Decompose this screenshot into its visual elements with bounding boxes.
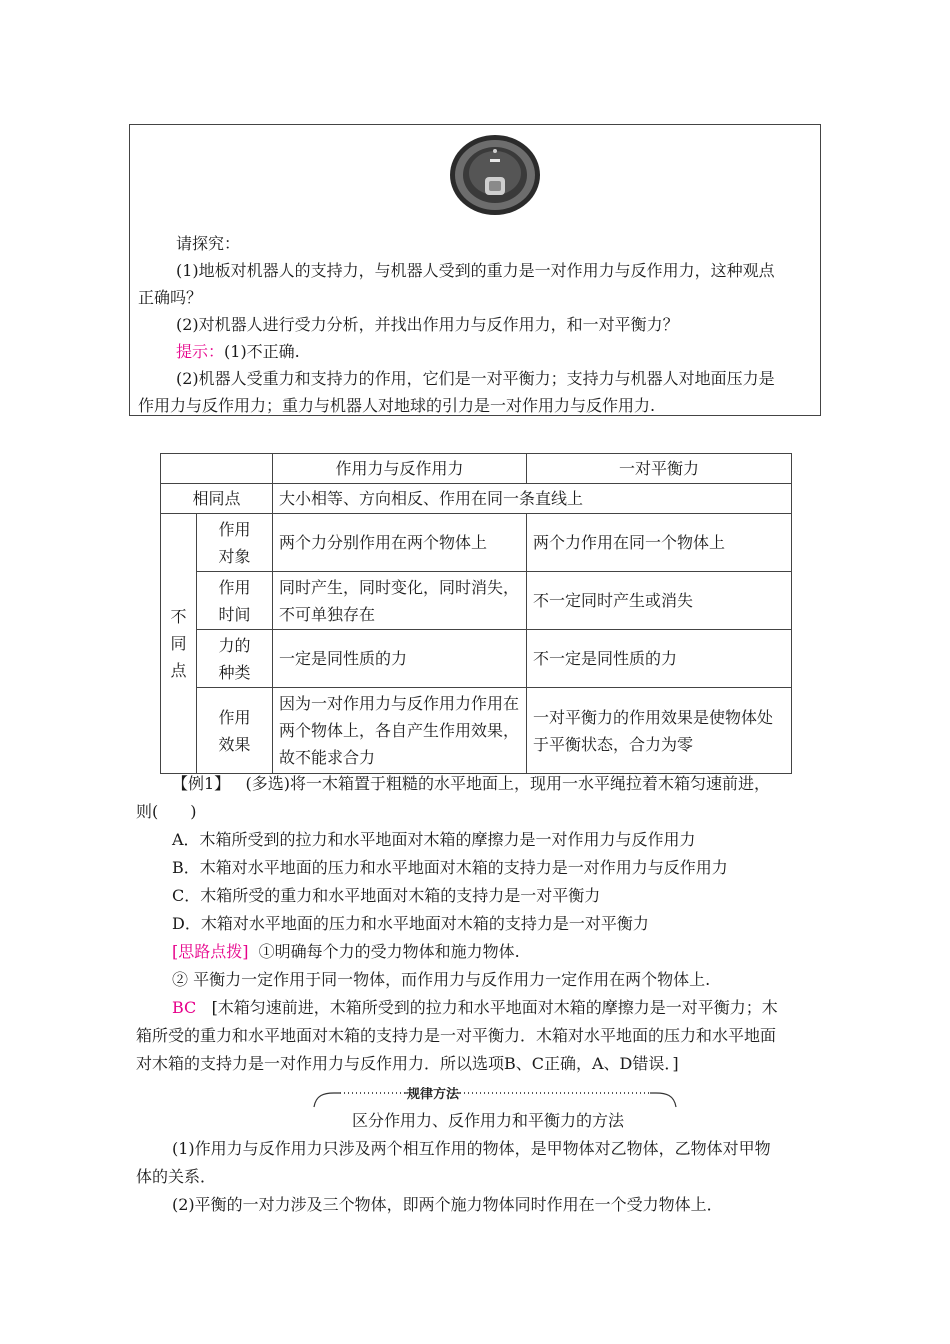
explore-heading: 请探究： [176,234,241,253]
cell-action-reaction: 一定是同性质的力 [273,630,527,688]
cell-balanced: 不一定同时产生或消失 [527,572,792,630]
answer-2-line-1: (2)机器人受重力和支持力的作用，它们是一对平衡力；支持力与机器人对地面压力是 [176,369,775,388]
method-p2: (2)平衡的一对力涉及三个物体，即两个施力物体同时作用在一个受力物体上． [172,1195,723,1214]
difference-label: 不 同 点 [161,514,197,774]
comparison-table [160,453,792,774]
question-2: (2)对机器人进行受力分析，并找出作用力与反作用力，和一对平衡力？ [176,315,679,334]
hint-line [176,341,300,363]
hint-label: 提示： [176,342,225,361]
table-row [161,572,792,630]
aspect-kind: 力的 种类 [197,630,273,688]
table-row [161,688,792,774]
aspect-target: 作用 对象 [197,514,273,572]
example-label: 【例1】 [172,774,231,793]
aspect-effect: 作用 效果 [197,688,273,774]
robot-vacuum-image [448,133,542,217]
answer-label: BC [172,998,197,1017]
cell-balanced: 两个力作用在同一个物体上 [527,514,792,572]
option-b: B．木箱对水平地面的压力和水平地面对木箱的支持力是一对作用力与反作用力 [172,858,728,877]
header-balanced-forces: 一对平衡力 [527,454,792,484]
table-row [161,630,792,688]
solution-line-3: 对木箱的支持力是一对作用力与反作用力．所以选项B、C正确，A、D错误．] [136,1054,679,1073]
option-a: A．木箱所受到的拉力和水平地面对木箱的摩擦力是一对作用力与反作用力 [172,830,696,849]
tip-line-2: ② 平衡力一定作用于同一物体，而作用力与反作用力一定作用在两个物体上. [172,970,711,989]
question-1-line-1: (1)地板对机器人的支持力，与机器人受到的重力是一对作用力与反作用力，这种观点 [176,261,775,280]
method-banner [310,1087,680,1109]
method-banner-label: 规律方法 [406,1087,460,1102]
tip-line-1: [思路点拨] ①明确每个力的受力物体和施力物体. [172,942,520,961]
same-label: 相同点 [161,484,273,514]
option-d: D．木箱对水平地面的压力和水平地面对木箱的支持力是一对平衡力 [172,914,649,933]
explore-box [129,124,821,416]
question-1-line-2: 正确吗？ [138,288,203,307]
table-corner-cell [161,454,273,484]
example-stem-line-1: 【例1】 (多选)将一木箱置于粗糙的水平地面上，现用一水平绳拉着木箱匀速前进， [172,774,770,793]
solution-line-2: 箱所受的重力和水平地面对木箱的支持力是一对平衡力．木箱对水平地面的压力和水平地面 [136,1026,777,1045]
method-p1-line-2: 体的关系． [136,1167,217,1186]
header-action-reaction: 作用力与反作用力 [273,454,527,484]
table-header-row [161,454,792,484]
table-row [161,514,792,572]
cell-action-reaction: 两个力分别作用在两个物体上 [273,514,527,572]
cell-action-reaction: 因为一对作用力与反作用力作用在两个物体上，各自产生作用效果，故不能求合力 [273,688,527,774]
table-row-same [161,484,792,514]
cell-balanced: 一对平衡力的作用效果是使物体处于平衡状态，合力为零 [527,688,792,774]
answer-2-line-2: 作用力与反作用力；重力与机器人对地球的引力是一对作用力与反作用力. [138,396,656,415]
method-title: 区分作用力、反作用力和平衡力的方法 [352,1111,625,1130]
hint-answer-1: (1)不正确. [224,342,300,361]
tip-label: [思路点拨] [172,942,249,961]
example-stem-line-2: 则( ) [136,802,197,821]
option-c: C．木箱所受的重力和水平地面对木箱的支持力是一对平衡力 [172,886,601,905]
aspect-time: 作用 时间 [197,572,273,630]
method-p1-line-1: (1)作用力与反作用力只涉及两个相互作用的物体，是甲物体对乙物体，乙物体对甲物 [172,1139,771,1158]
cell-balanced: 不一定是同性质的力 [527,630,792,688]
same-value: 大小相等、方向相反、作用在同一条直线上 [273,484,792,514]
cell-action-reaction: 同时产生，同时变化，同时消失，不可单独存在 [273,572,527,630]
solution-line-1: BC [木箱匀速前进，木箱所受到的拉力和水平地面对木箱的摩擦力是一对平衡力；木 [172,998,778,1017]
